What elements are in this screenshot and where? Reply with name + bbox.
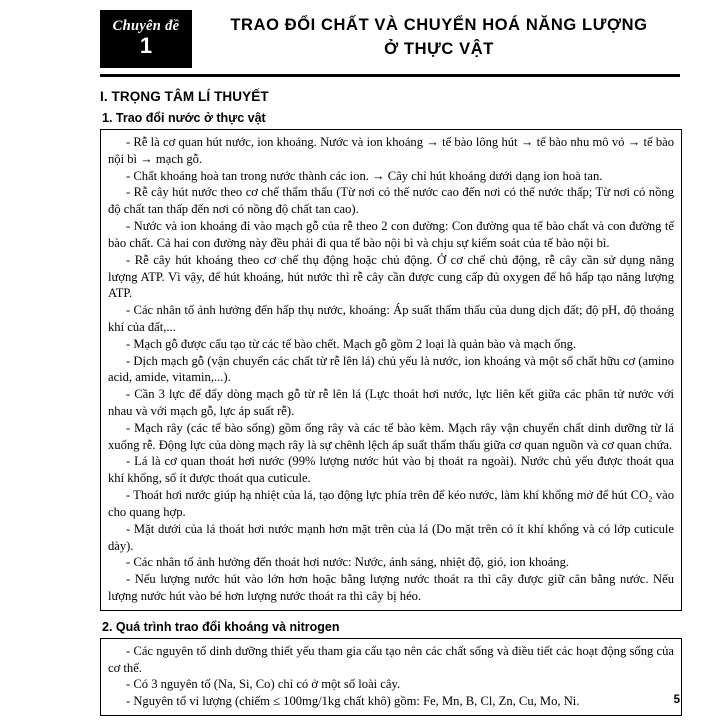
document-body <box>100 77 682 716</box>
paragraph: - Cần 3 lực để đẩy dòng mạch gỗ từ rễ lên lá (Lực thoát hơi nước, lực liên kết giữa các phân tử nước với nhau và với mạch gỗ, lực áp suất rễ). <box>108 387 674 418</box>
paragraph: - Lá là cơ quan thoát hơi nước (99% lượng nước hút vào bị thoát ra ngoài). Nước chủ yếu được thoát qua khí khổng, số ít được thoát qua cuticule. <box>108 454 674 486</box>
subsection-1-box <box>100 129 682 611</box>
paragraph: - Rễ cây hút nước theo cơ chế thẩm thấu (Từ nơi có thế nước cao đến nơi có thế nước thấp; Từ nơi có nồng độ chất tan thấp đến nơi có nồng độ chất tan cao). <box>108 185 674 217</box>
paragraph: - Rễ là cơ quan hút nước, ion khoáng. Nước và ion khoáng → tế bào lông hút → tế bào nhu mô vỏ → tế bào nội bì → mạch gỗ. <box>108 135 674 166</box>
chapter-badge-number: 1 <box>139 32 153 58</box>
paragraph: - Mặt dưới của lá thoát hơi nước mạnh hơn mặt trên của lá (Do mặt trên có ít khí khổng và có lớp cuticule dày). <box>108 521 674 553</box>
paragraph: - Nếu lượng nước hút vào lớn hơn hoặc bằng lượng nước thoát ra thì cây được giữ cân bằng nước. Nếu lượng nước hút vào bé hơn lượng nước thoát ra thì cây bị héo. <box>108 572 674 603</box>
chapter-header <box>100 10 680 68</box>
subsection-2-box <box>100 638 682 716</box>
chapter-title <box>192 10 680 68</box>
chapter-title-line-2: Ở THỰC VẬT <box>384 40 494 58</box>
document-page <box>0 10 710 720</box>
paragraph: - Mạch gỗ được cấu tạo từ các tế bào chết. Mạch gỗ gồm 2 loại là quản bào và mạch ống. <box>126 336 577 351</box>
section-heading-1: I. TRỌNG TÂM LÍ THUYẾT <box>100 89 269 104</box>
paragraph: - Rễ cây hút khoáng theo cơ chế thụ động hoặc chủ động. Ở cơ chế chủ động, rễ cây cần sử dụng năng lượng ATP. Vì vậy, để hút khoáng, hút nước thì rễ cây cần được cung cấp đủ oxygen để hô hấp tạo năng lượng ATP. <box>108 252 674 301</box>
subsection-heading-2: 2. Quá trình trao đổi khoáng và nitrogen <box>102 619 340 634</box>
paragraph: - Có 3 nguyên tố (Na, Si, Co) chỉ có ở một số loài cây. <box>126 677 401 692</box>
paragraph: - Nguyên tố vi lượng (chiếm ≤ 100mg/1kg chất khô) gồm: Fe, Mn, B, Cl, Zn, Cu, Mo, Ni. <box>126 694 580 709</box>
paragraph: - Các nguyên tố dinh dưỡng thiết yếu tham gia cấu tạo nên các chất sống và điều tiết các hoạt động sống của cơ thể. <box>108 643 674 675</box>
chapter-title-line-1: TRAO ĐỔI CHẤT VÀ CHUYỂN HOÁ NĂNG LƯỢNG <box>230 16 648 35</box>
paragraph: - Thoát hơi nước giúp hạ nhiệt của lá, tạo động lực phía trên để kéo nước, làm khí khổng mở để hút CO₂ vào cho quang hợp. <box>108 488 674 519</box>
paragraph: - Các nhân tố ảnh hưởng đến hấp thụ nước, khoáng: Áp suất thẩm thấu của dung dịch đất; độ pH, độ thoáng khí của đất,... <box>108 303 674 334</box>
page-number: 5 <box>673 694 680 706</box>
paragraph: - Các nhân tố ảnh hưởng đến thoát hơi nước: Nước, ánh sáng, nhiệt độ, gió, ion khoáng. <box>126 555 570 570</box>
subsection-heading-1: 1. Trao đổi nước ở thực vật <box>102 111 266 125</box>
chapter-badge-label: Chuyên đề <box>112 17 180 34</box>
paragraph: - Mạch rây (các tế bào sống) gồm ống rây và các tế bào kèm. Mạch rây vận chuyển chất dinh dưỡng từ lá xuống rễ. Động lực của dòng mạch rây là sự chênh lệch áp suất thẩm thấu giữa cơ quan nguồn và cơ quan chứa. <box>108 420 674 452</box>
paragraph: - Dịch mạch gỗ (vận chuyển các chất từ rễ lên lá) chủ yếu là nước, ion khoáng và một số chất hữu cơ (amino acid, amide, vitamin,...). <box>108 353 674 385</box>
paragraph: - Nước và ion khoáng đi vào mạch gỗ của rễ theo 2 con đường: Con đường qua tế bào chất và con đường tế bào chất. Cả hai con đường này đều phải đi qua tế bào nội bì và chịu sự kiểm soát của tế bào nội bì. <box>108 219 674 250</box>
paragraph: - Chất khoáng hoà tan trong nước thành các ion. → Cây chỉ hút khoáng dưới dạng ion hoà tan. <box>126 168 603 183</box>
chapter-badge <box>100 10 192 68</box>
